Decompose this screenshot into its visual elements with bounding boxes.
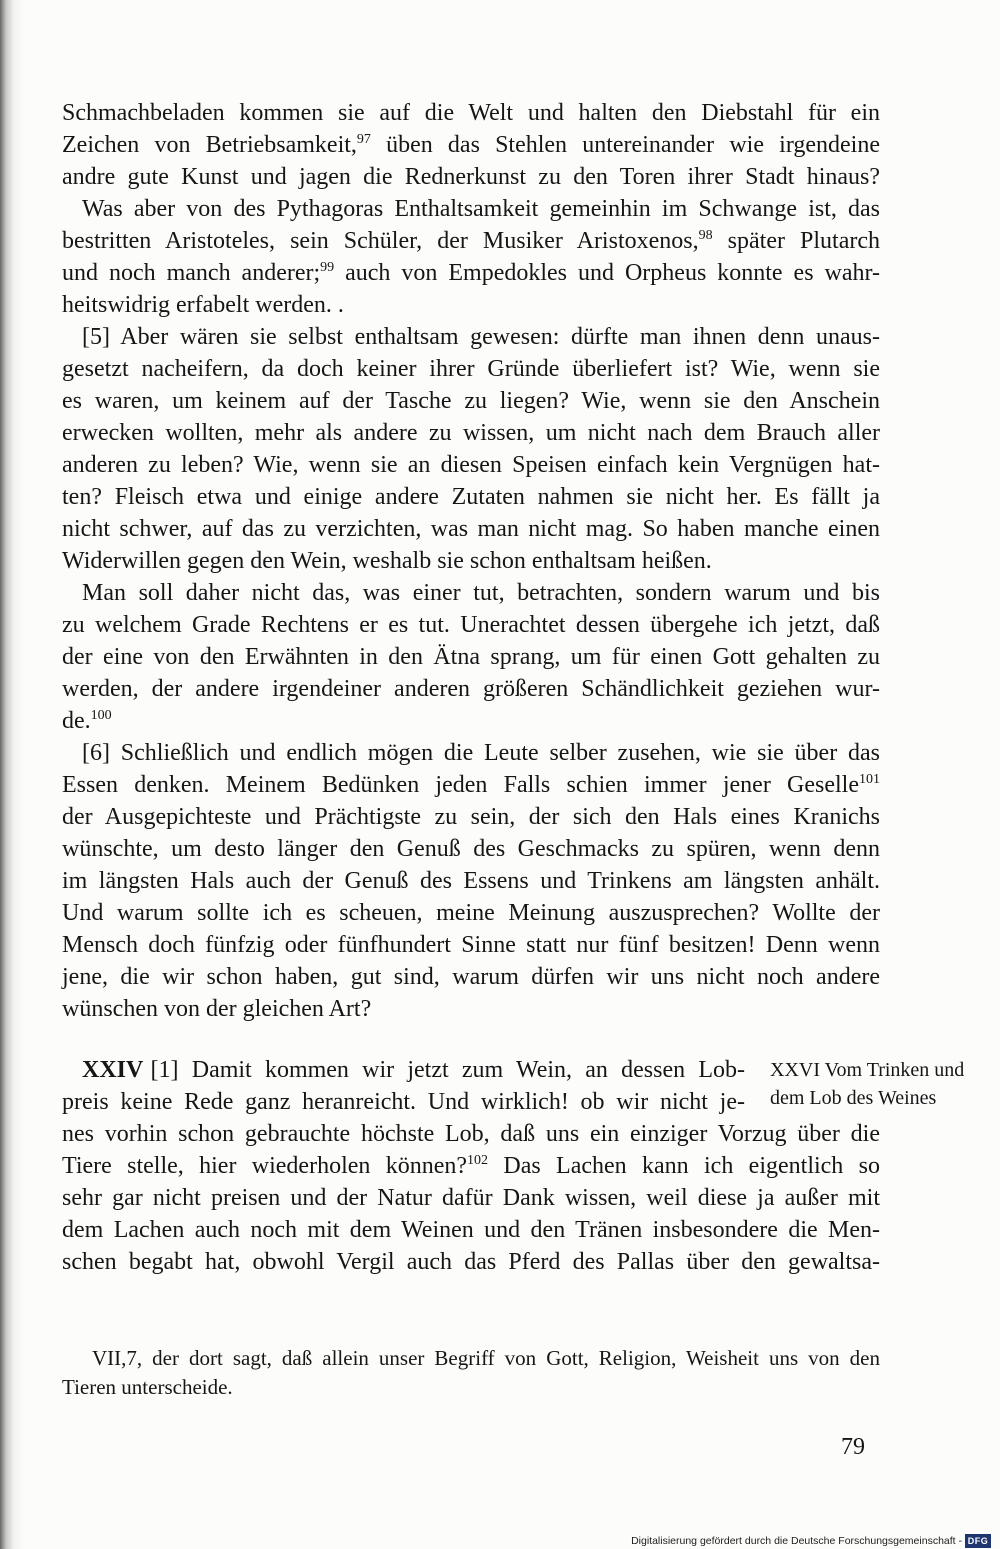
paragraph [62,193,880,321]
text-line: der eine von den Erwähnten in den Ätna sprang, um für einen Gott gehalten zu [62,644,880,670]
text-line: zu welchem Grade Rechtens er es tut. Unerachtet dessen übergehe ich jetzt, daß [62,612,880,638]
text-line: [6] Schließlich und endlich mögen die Leute selber zusehen, wie sie über das [82,740,880,766]
text-line: preis keine Rede ganz heranreicht. Und wirklich! ob wir nicht je- [62,1089,745,1115]
line-text: später Plutarch [712,228,880,254]
footnote-reference: 100 [90,708,112,723]
footnote-line: VII,7, der dort sagt, daß allein unser Begriff von Gott, Religion, Weisheit uns von den [92,1346,880,1370]
footnote-line: Tieren unterscheide. [62,1375,233,1399]
text-line [62,1150,880,1182]
text-line: andre gute Kunst und jagen die Rednerkunst zu den Toren ihrer Stadt hinaus? [62,164,880,190]
main-text [62,97,880,1025]
text-line [62,129,880,161]
line-text: Das Lachen kann ich eigentlich so [488,1153,880,1179]
paragraph [62,97,880,193]
text-line: es waren, um keinem auf der Tasche zu liegen? Wie, wenn sie den Anschein [62,388,880,414]
dfg-logo: DFG [965,1534,991,1548]
text-line [62,769,880,801]
line-text: bestritten Aristoteles, sein Schüler, der Musiker Aristoxenos, [62,228,699,254]
margin-note-line: dem Lob des Weines [770,1087,937,1109]
paragraph [62,737,880,1025]
text-line: nicht schwer, auf das zu verzichten, was man nicht mag. So haben manche einen [62,516,880,542]
text-line [62,225,880,257]
line-text: üben das Stehlen untereinander wie irgendeine [370,132,880,158]
book-gutter-shadow [0,0,24,1549]
text-line [62,1054,745,1086]
text-line: Widerwillen gegen den Wein, weshalb sie schon enthaltsam heißen. [62,548,712,574]
footnote-reference: 101 [859,772,880,787]
text-line: der Ausgepichteste und Prächtigste zu sein, der sich den Hals eines Kranichs [62,804,880,830]
line-text: [1] Damit kommen wir jetzt zum Wein, an dessen Lob- [150,1057,745,1083]
text-line: sehr gar nicht preisen und der Natur dafür Dank wissen, weil diese ja außer mit [62,1185,880,1211]
line-text: Tiere stelle, hier wiederholen können? [62,1153,468,1179]
text-line: nes vorhin schon gebrauchte höchste Lob, daß uns ein einziger Vorzug über die [62,1121,880,1147]
text-line: wünschen von der gleichen Art? [62,996,372,1022]
text-line: [5] Aber wären sie selbst enthaltsam gewesen: dürfte man ihnen denn unaus- [82,324,880,350]
chapter-number: XXIV [82,1057,144,1083]
footnote-reference: 99 [320,260,335,275]
paragraph [62,321,880,577]
text-line: werden, der andere irgendeiner anderen größeren Schändlichkeit geziehen wur- [62,676,880,702]
line-text: Essen denken. Meinem Bedünken jeden Falls schien immer jener Geselle [62,772,859,798]
margin-note [770,1056,964,1112]
footnote-reference: 98 [698,228,713,243]
text-line: Man soll daher nicht das, was einer tut, betrachten, sondern warum und bis [82,580,880,606]
text-line: heitswidrig erfabelt werden. . [62,292,344,318]
text-line: dem Lachen auch noch mit dem Weinen und den Tränen insbesondere die Men- [62,1217,880,1243]
footnote-reference: 97 [356,132,371,147]
text-line [62,705,880,737]
paragraph [62,577,880,737]
text-line: gesetzt nacheifern, da doch keiner ihrer Gründe überliefert ist? Wie, wenn sie [62,356,880,382]
text-line: erwecken wollten, mehr als andere zu wissen, um nicht nach dem Brauch aller [62,420,880,446]
text-line: Schmachbeladen kommen sie auf die Welt und halten den Diebstahl für ein [62,100,880,126]
text-line: anderen zu leben? Wie, wenn sie an diesen Speisen einfach kein Vergnügen hat- [62,452,880,478]
line-text: auch von Empedokles und Orpheus konnte es wahr- [334,260,881,286]
chapter-text [62,1054,880,1278]
text-line: schen begabt hat, obwohl Vergil auch das Pferd des Pallas über den gewaltsa- [62,1249,880,1275]
digitization-credit: Digitalisierung gefördert durch die Deutsche Forschungsgemeinschaft - [631,1535,962,1547]
line-text: und noch manch anderer; [62,260,321,286]
margin-note-line: XXVI Vom Trinken und [770,1059,965,1081]
text-line: Was aber von des Pythagoras Enthaltsamkeit gemeinhin im Schwange ist, das [82,196,880,222]
text-line: ten? Fleisch etwa und einige andere Zutaten nahmen sie nicht her. Es fällt ja [62,484,880,510]
text-line: Und warum sollte ich es scheuen, meine Meinung auszusprechen? Wollte der [62,900,880,926]
page-number: 79 [841,1434,865,1460]
text-line [62,257,880,289]
text-line: im längsten Hals auch der Genuß des Essens und Trinkens am längsten anhält. [62,868,880,894]
text-line: Mensch doch fünfzig oder fünfhundert Sinne statt nur fünf besitzen! Denn wenn [62,932,880,958]
footnote [62,1344,880,1402]
line-text: de. [62,708,91,734]
line-text: Zeichen von Betriebsamkeit, [62,132,357,158]
footnote-reference: 102 [467,1153,489,1168]
text-line: jene, die wir schon haben, gut sind, warum dürfen wir uns nicht noch andere [62,964,880,990]
text-line: wünschte, um desto länger den Genuß des Geschmacks zu spüren, wenn denn [62,836,880,862]
